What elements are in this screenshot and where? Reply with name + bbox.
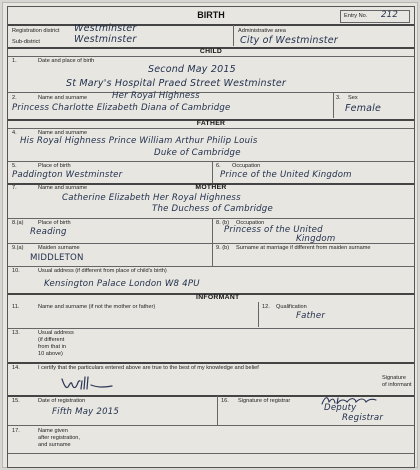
- mother-occupation-label: Occupation: [236, 220, 265, 226]
- father-birthplace-value: Paddington Westminster: [12, 170, 123, 180]
- reg-district-label: Registration district: [12, 28, 60, 34]
- informant-signature: [60, 373, 120, 395]
- mother-occupation-line1: Princess of the United: [224, 225, 323, 235]
- num-16: 16.: [221, 398, 229, 404]
- informant-address-label-2: (if different: [38, 337, 65, 343]
- child-sex-value: Female: [345, 103, 382, 114]
- registrar-title-line2: Registrar: [342, 413, 384, 423]
- certify-text: I certify that the particulars entered above are true to the best of my knowledge and belief: [38, 365, 259, 371]
- num-10: 10.: [12, 268, 20, 274]
- father-birthplace-label: Place of birth: [38, 163, 71, 169]
- mother-maiden-value: MIDDLETON: [30, 253, 84, 263]
- num-13: 13.: [12, 330, 20, 336]
- entry-no-label: Entry No.: [344, 13, 368, 19]
- admin-area-value: City of Westminster: [240, 35, 338, 46]
- name-given-label-1: Name given: [38, 428, 68, 434]
- num-5: 5.: [12, 163, 17, 169]
- num-8a: 8.(a): [12, 220, 24, 226]
- mother-name-line1: Catherine Elizabeth Her Royal Highness: [62, 193, 241, 203]
- registration-date-label: Date of registration: [38, 398, 86, 404]
- father-occupation-label: Occupation: [232, 163, 261, 169]
- child-name-line1: Her Royal Highness: [112, 91, 200, 101]
- certificate-sheet: [2, 2, 418, 468]
- num-8b: 8. (b): [216, 220, 230, 226]
- father-occupation-value: Prince of the United Kingdom: [220, 170, 352, 180]
- num-17: 17.: [12, 428, 20, 434]
- certificate-frame: [7, 6, 415, 468]
- num-3: 3.: [336, 95, 341, 101]
- mother-maiden-label: Maiden surname: [38, 245, 80, 251]
- registrar-title-line1: Deputy: [324, 403, 357, 413]
- informant-address-label-4: 10 above): [38, 351, 63, 357]
- num-7: 7.: [12, 185, 17, 191]
- mother-address-value: Kensington Palace London W8 4PU: [44, 279, 200, 289]
- mother-occupation-line2: Kingdom: [296, 234, 336, 244]
- num-15: 15.: [12, 398, 20, 404]
- registration-date-value: Fifth May 2015: [52, 407, 120, 417]
- mother-name-label: Name and surname: [38, 185, 88, 191]
- father-name-line1: His Royal Highness Prince William Arthur Philip Louis: [20, 136, 258, 146]
- father-name-line2: Duke of Cambridge: [154, 148, 241, 158]
- mother-birthplace-label: Place of birth: [38, 220, 71, 226]
- informant-address-label-3: from that in: [38, 344, 66, 350]
- child-birth-place: St Mary's Hospital Praed Street Westminster: [66, 78, 286, 89]
- mother-surname-at-marriage-label: Surname at marriage if different from maiden surname: [236, 245, 371, 251]
- child-name-label: Name and surname: [38, 95, 88, 101]
- name-given-label-2: after registration,: [38, 435, 80, 441]
- num-11: 11.: [12, 304, 20, 310]
- num-4: 4.: [12, 130, 17, 136]
- num-14: 14.: [12, 365, 20, 371]
- father-name-label: Name and surname: [38, 130, 88, 136]
- father-header: FATHER: [196, 120, 226, 127]
- mother-address-label: Usual address (if different from place of child's birth): [38, 268, 167, 274]
- num-9a: 9.(a): [12, 245, 24, 251]
- signature-label-1: Signature: [382, 375, 406, 381]
- sub-district-label: Sub-district: [12, 39, 40, 45]
- num-2: 2.: [12, 95, 17, 101]
- form-title: BIRTH: [197, 10, 225, 20]
- child-birth-date: Second May 2015: [148, 64, 236, 75]
- informant-name-label: Name and surname (if not the mother or father): [38, 304, 156, 310]
- mother-birthplace-value: Reading: [30, 227, 67, 237]
- sub-district-value: Westminster: [74, 34, 137, 45]
- signature-label-2: of informant: [382, 382, 412, 388]
- num-12: 12.: [262, 304, 270, 310]
- num-6: 6.: [216, 163, 221, 169]
- child-date-place-label: Date and place of birth: [38, 58, 95, 64]
- reg-district-value: Westminster: [74, 23, 137, 34]
- mother-name-line2: The Duchess of Cambridge: [152, 204, 273, 214]
- informant-qualification-label: Qualification: [276, 304, 307, 310]
- child-name-line2: Princess Charlotte Elizabeth Diana of Cambridge: [12, 103, 231, 113]
- admin-area-label: Administrative area: [238, 28, 286, 34]
- child-sex-label: Sex: [348, 95, 358, 101]
- registrar-signature-label: Signature of registrar: [238, 398, 291, 404]
- mother-header: MOTHER: [195, 184, 227, 191]
- entry-no-value: 212: [381, 10, 399, 20]
- name-given-label-3: and surname: [38, 442, 71, 448]
- child-header: CHILD: [199, 48, 223, 55]
- num-9b: 9. (b): [216, 245, 230, 251]
- informant-address-label-1: Usual address: [38, 330, 74, 336]
- informant-header: INFORMANT: [196, 294, 240, 301]
- entry-number-box: [340, 10, 410, 23]
- informant-qualification-value: Father: [296, 311, 326, 321]
- num-1: 1.: [12, 58, 17, 64]
